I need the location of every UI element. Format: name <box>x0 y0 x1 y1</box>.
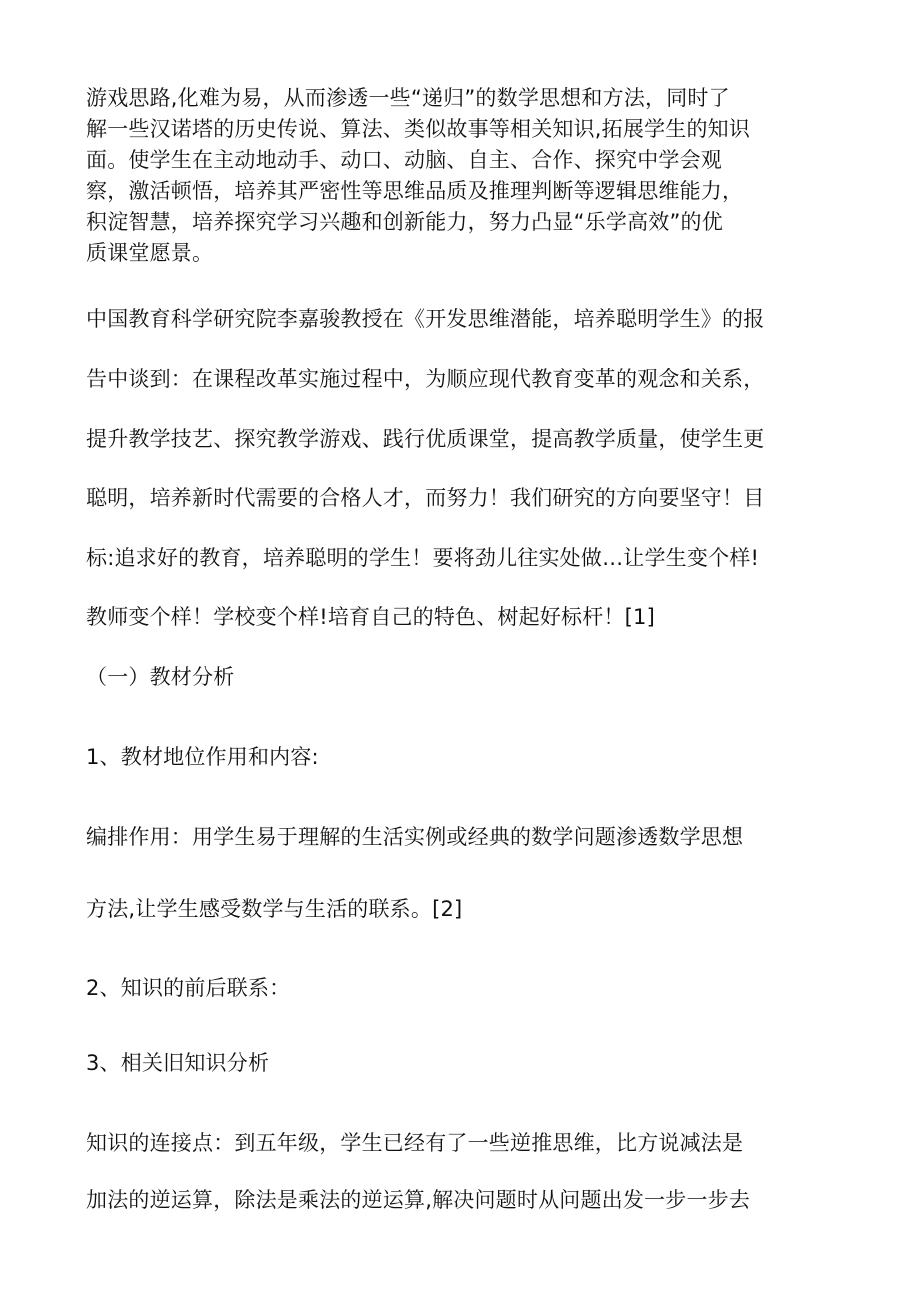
item-heading: 2、知识的前后联系： <box>86 976 291 1000</box>
text-line: 察，激活顿悟，培养其严密性等思维品质及推理判断等逻辑思维能力， <box>86 179 744 203</box>
text-line: 知识的连接点：到五年级，学生已经有了一些逆推思维，比方说减法是 <box>86 1131 744 1155</box>
text-line: 标:追求好的教育，培养聪明的学生！要将劲儿往实处做…让学生变个样! <box>86 546 760 570</box>
text-line: 加法的逆运算，除法是乘法的逆运算,解决问题时从问题出发一步一步去 <box>86 1188 751 1212</box>
text-line: 积淀智慧，培养探究学习兴趣和创新能力，努力凸显“乐学高效”的优 <box>86 210 723 234</box>
text-line: 教师变个样！学校变个样!培育自己的特色、树起好标杆！[1] <box>86 605 655 629</box>
item-heading: 3、相关旧知识分析 <box>86 1051 270 1075</box>
text-line: 方法,让学生感受数学与生活的联系。[2] <box>86 897 463 921</box>
text-line: 游戏思路,化难为易，从而渗透一些“递归”的数学思想和方法，同时了 <box>86 86 730 110</box>
text-line: 解一些汉诺塔的历史传说、算法、类似故事等相关知识,拓展学生的知识 <box>86 117 751 141</box>
text-line: 编排作用：用学生易于理解的生活实例或经典的数学问题渗透数学思想 <box>86 825 744 849</box>
text-line: 中国教育科学研究院李嘉骏教授在《开发思维潜能，培养聪明学生》的报 <box>86 307 765 331</box>
section-heading: （一）教材分析 <box>86 665 235 689</box>
text-line: 提升教学技艺、探究教学游戏、践行优质课堂，提高教学质量，使学生更 <box>86 427 765 451</box>
text-line: 告中谈到：在课程改革实施过程中，为顺应现代教育变革的观念和关系， <box>86 367 765 391</box>
text-line: 聪明，培养新时代需要的合格人才，而努力！我们研究的方向要坚守！目 <box>86 486 765 510</box>
text-line: 面。使学生在主动地动手、动口、动脑、自主、合作、探究中学会观 <box>86 148 722 172</box>
item-heading: 1、教材地位作用和内容: <box>86 745 319 769</box>
text-line: 质课堂愿景。 <box>86 241 214 265</box>
